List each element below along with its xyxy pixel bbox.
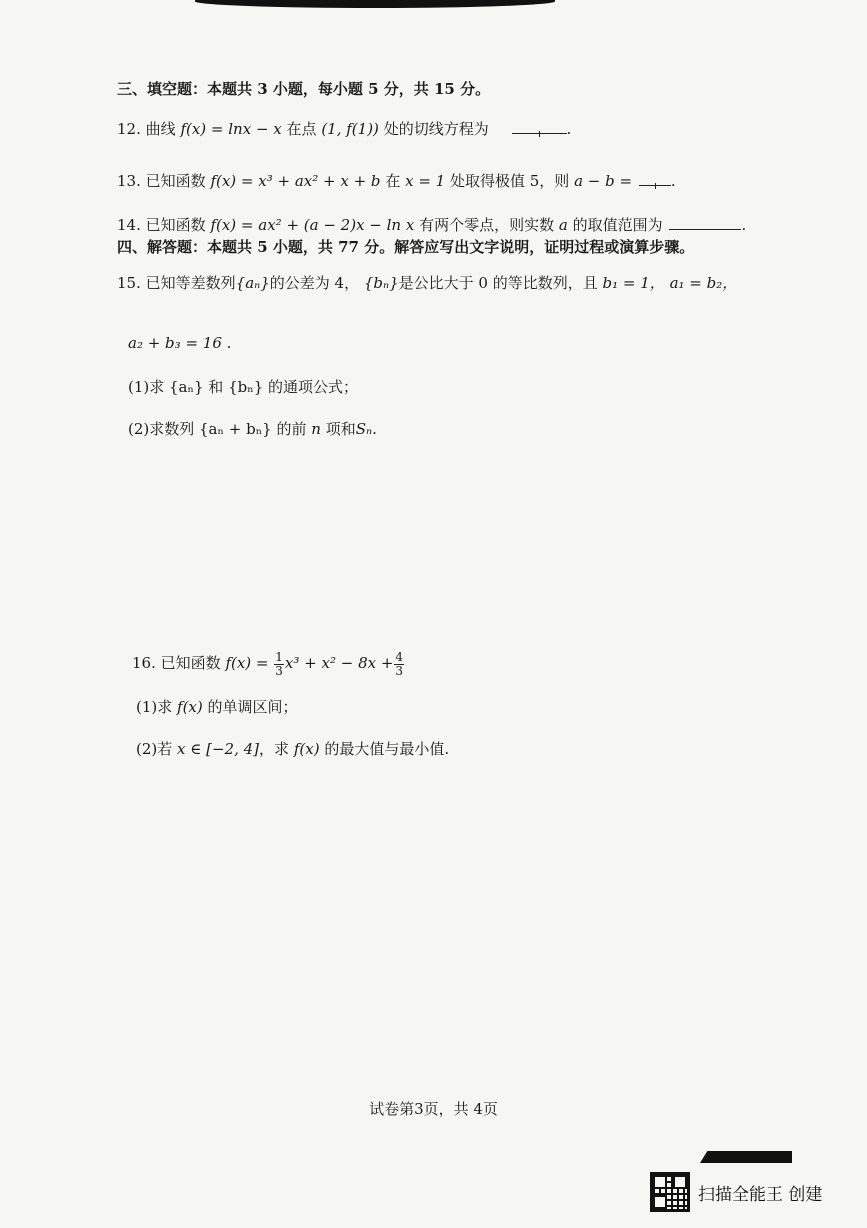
q15-part2-sum: Sₙ bbox=[355, 420, 373, 438]
section4-heading: 四、解答题：本题共 5 小题，共 77 分。解答应写出文字说明，证明过程或演算步骤。 bbox=[117, 238, 695, 256]
q15-sequence-a: {aₙ} bbox=[235, 274, 270, 292]
q13-mid: 在 bbox=[385, 172, 401, 190]
question-16-part2 bbox=[136, 738, 449, 760]
q13-end: . bbox=[670, 172, 676, 190]
q14-prefix: 已知函数 bbox=[145, 216, 206, 234]
scan-shadow-bar bbox=[700, 1151, 792, 1163]
q16-part1-text-a: (1)求 bbox=[136, 698, 173, 716]
q14-mid: 有两个零点，则实数 bbox=[419, 216, 555, 234]
q12-prefix: 曲线 bbox=[145, 120, 176, 138]
q12-function: f(x) = lnx − x bbox=[180, 120, 282, 138]
q15-text-a: 已知等差数列 bbox=[145, 274, 236, 292]
q16-function-lhs: f(x) = bbox=[225, 654, 269, 672]
q14-variable: a bbox=[558, 216, 568, 234]
q12-point: (1, f(1)) bbox=[321, 120, 379, 138]
q15-sequence-b: {bₙ} bbox=[363, 274, 399, 292]
question-15-part1: (1)求 {aₙ} 和 {bₙ} 的通项公式； bbox=[128, 378, 359, 396]
scanner-watermark: 扫描全能王 创建 bbox=[698, 1185, 823, 1205]
q15-part2-text-a: (2)求数列 {aₙ + bₙ} 的前 bbox=[128, 420, 307, 438]
q14-function: f(x) = ax² + (a − 2)x − ln x bbox=[210, 216, 415, 234]
question-12 bbox=[117, 118, 571, 140]
q16-prefix: 已知函数 bbox=[160, 654, 221, 672]
q15-part2-n: n bbox=[311, 420, 321, 438]
q12-answer-blank[interactable] bbox=[512, 119, 567, 134]
q16-fraction-1: $\frac{1}{3}$ bbox=[275, 649, 283, 678]
q14-end: . bbox=[741, 216, 747, 234]
q16-part2-interval: x ∈ [−2, 4] bbox=[177, 740, 260, 758]
q12-mid: 在点 bbox=[286, 120, 317, 138]
q13-function: f(x) = x³ + ax² + x + b bbox=[210, 172, 381, 190]
q16-fraction-2: $\frac{4}{3}$ bbox=[395, 649, 404, 678]
q13-ask: a − b = bbox=[574, 172, 633, 190]
q12-number: 12. bbox=[117, 120, 141, 138]
q12-end: . bbox=[566, 120, 572, 138]
q14-suffix: 的取值范围为 bbox=[572, 216, 663, 234]
q15-condition-3: a₂ + b₃ = 16 . bbox=[128, 334, 232, 352]
q13-number: 13. bbox=[117, 172, 141, 190]
q15-condition-2: a₁ = b₂， bbox=[669, 274, 738, 292]
question-15-line2 bbox=[128, 332, 231, 354]
question-16-part1 bbox=[136, 696, 298, 718]
q15-number: 15. bbox=[117, 274, 141, 292]
qr-code-icon bbox=[650, 1172, 690, 1212]
q16-part2-text-a: (2)若 bbox=[136, 740, 173, 758]
question-16-line1 bbox=[132, 648, 405, 678]
q16-number: 16. bbox=[132, 654, 156, 672]
q14-answer-blank[interactable] bbox=[669, 215, 741, 230]
q13-mid2: 处取得极值 5，则 bbox=[450, 172, 570, 190]
q13-condition: x = 1 bbox=[405, 172, 446, 190]
q15-part2-text-b: 项和 bbox=[325, 420, 356, 438]
q13-prefix: 已知函数 bbox=[145, 172, 206, 190]
q16-part2-text-b: ，求 bbox=[259, 740, 290, 758]
q16-part2-text-c: 的最大值与最小值. bbox=[324, 740, 450, 758]
question-15-part2 bbox=[128, 418, 377, 440]
q14-number: 14. bbox=[117, 216, 141, 234]
q16-part1-function: f(x) bbox=[177, 698, 203, 716]
q16-function-rhs: x³ + x² − 8x + bbox=[284, 654, 394, 672]
page-footer: 试卷第3页，共 4页 bbox=[369, 1100, 498, 1118]
q12-suffix: 处的切线方程为 bbox=[383, 120, 489, 138]
q16-part2-function: f(x) bbox=[293, 740, 320, 758]
q16-part1-text-b: 的单调区间； bbox=[207, 698, 298, 716]
section3-heading: 三、填空题：本题共 3 小题，每小题 5 分，共 15 分。 bbox=[117, 80, 491, 98]
q15-part2-end: . bbox=[372, 420, 377, 438]
question-15-line1 bbox=[117, 272, 737, 294]
q15-condition-1: b₁ = 1， bbox=[602, 274, 665, 292]
question-13 bbox=[117, 170, 676, 192]
q13-answer-blank[interactable] bbox=[639, 171, 671, 186]
scan-shadow-top bbox=[195, 0, 555, 8]
q15-text-b: 的公差为 4， bbox=[269, 274, 360, 292]
q15-text-c: 是公比大于 0 的等比数列，且 bbox=[398, 274, 598, 292]
question-14 bbox=[117, 214, 746, 236]
